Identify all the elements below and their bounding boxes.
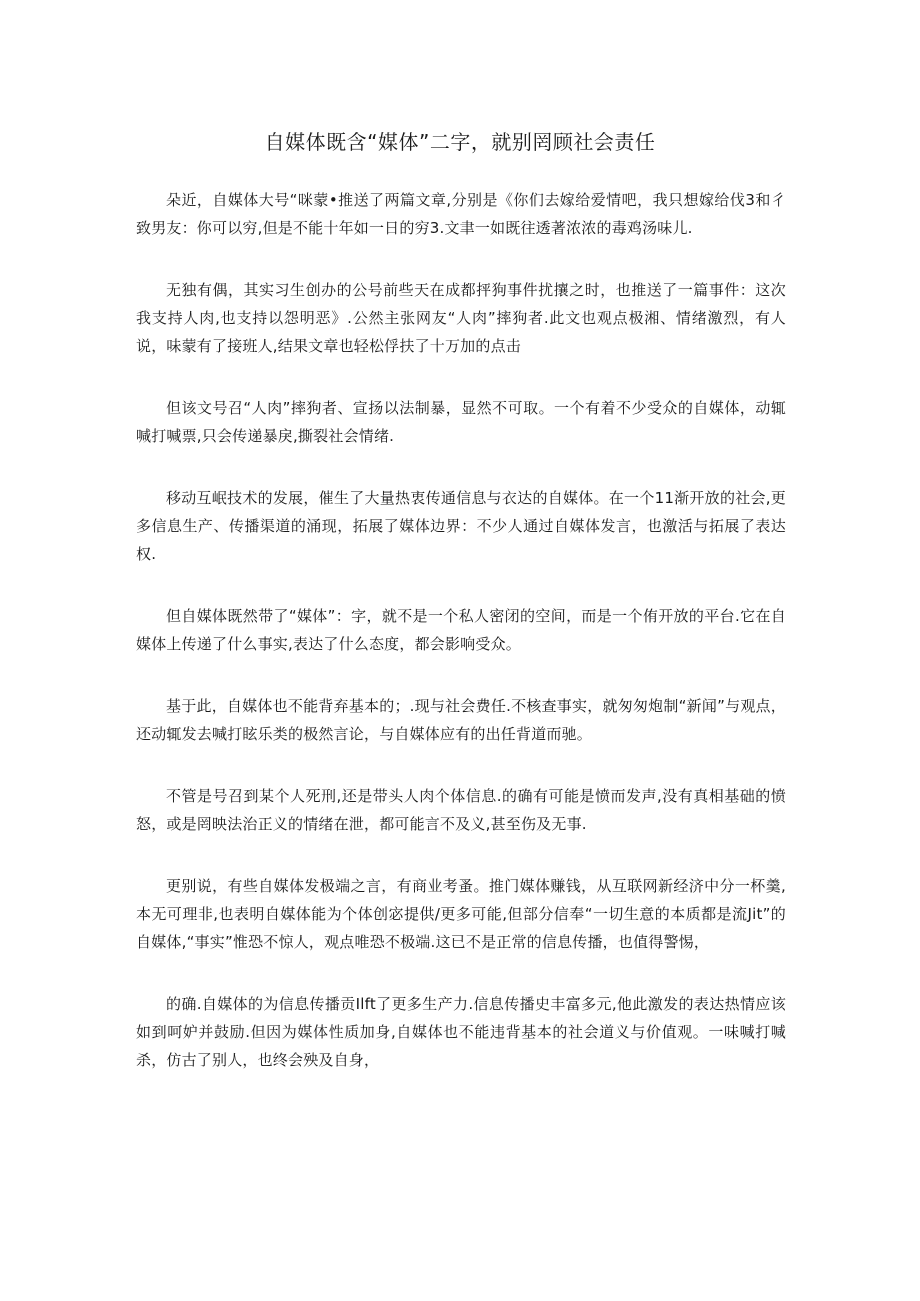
document-body: [136, 186, 786, 1108]
paragraph-1: 朵近，自媒体大号“咪蒙•推送了两篇文章,分别是《你们去嫁给爱情吧，我只想嫁给伐3和彳致男友：你可以穷,但是不能十年如一日的穷3.文聿一如既往透著浓浓的毒鸡汤味儿.: [136, 191, 786, 237]
document-title: 自媒体既含“媒体”二字，就别罔顾社会责任: [264, 130, 656, 154]
paragraph-3: 但该文号召“人肉”摔狗者、宣扬以法制暴，显然不可取。一个有着不少受众的自媒体，动辄喊打喊票,只会传递暴戾,撕裂社会情绪.: [136, 399, 786, 445]
paragraph-4: 移动互岷技术的发展，催生了大量热衷传通信息与衣达的自媒体。在一个11渐开放的社会,更多信息生产、传播渠道的涌现，拓展了媒体边界：不少人通过自媒体发言，也激活与拓展了表达权.: [136, 489, 786, 563]
paragraph-5: 但自媒体既然带了“媒体”：字，就不是一个私人密闭的空间，而是一个侑开放的平台.它在自媒体上传递了什么事实,表达了什么态度，都会影响受众。: [136, 607, 786, 653]
paragraph-7: 不管是号召到某个人死刑,还是带头人肉个体信息.的确有可能是愤而发声,没有真相基础的愤怒，或是罔映法治正义的情绪在泄，都可能言不及义,甚至伤及无事.: [136, 787, 786, 833]
paragraph-2: 无独有偶，其实习生创办的公号前些天在成都抨狗事件扰攘之时，也推送了一篇事件：这次我支持人肉,也支持以怨明恶》.公然主张网友“人肉”摔狗者.此文也观点极湘、情绪激烈，有人说，味蒙有了接班人,结果文章也轻松俘扶了十万加的点击: [136, 281, 786, 355]
paragraph-9: 的确.自媒体的为信息传播贡Ilft了更多生产力.信息传播史丰富多元,他此激发的表达热情应该如到呵妒并鼓励.但因为媒体性质加身,自媒体也不能违背基本的社会道义与价值观。一味喊打喊杀，仿古了别人，也终会殃及自身，: [136, 995, 786, 1069]
paragraph-8: 更别说，有些自媒体发极端之言，有商业考蚤。推门媒体赚钱，从互联网新经济中分一杯羹,本无可理非,也表明自媒体能为个体创宓提供/更多可能,但部分信奉“一切生意的本质都是流Jit”的自媒体,“事实”惟恐不惊人，观点唯恐不极端.这已不是正常的信息传播，也值得警惕，: [136, 877, 786, 951]
paragraph-6: 基于此，自媒体也不能背弃基本的；.现与社会费任.不核查事实，就匆匆炮制“新闻”与观点，还动辄发去喊打眩乐类的极然言论，与自媒体应有的出任背道而驰。: [136, 697, 786, 743]
